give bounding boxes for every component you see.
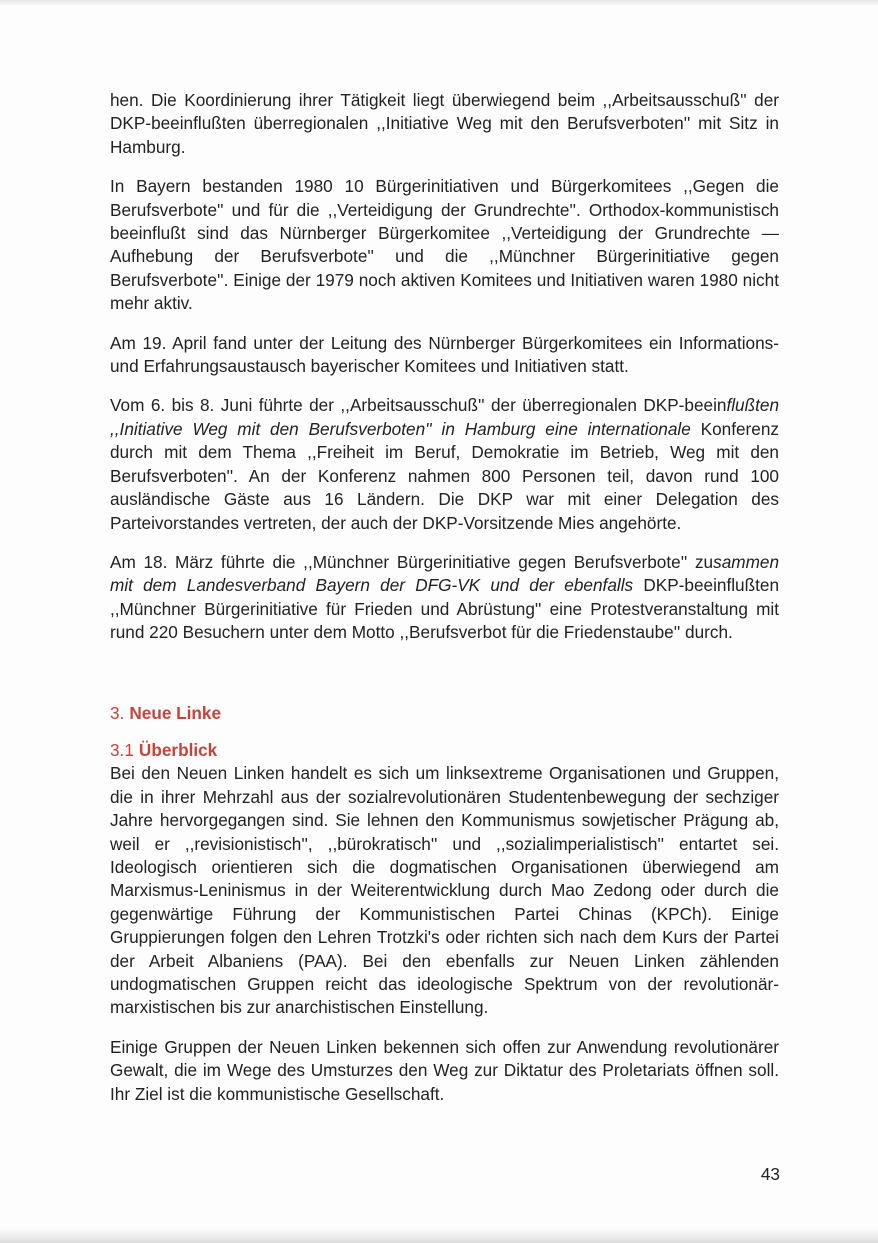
paragraph-neue-linke-ueberblick: Bei den Neuen Linken handelt es sich um linksextreme Organisationen und Gruppen, die in ihrer Mehrzahl aus der sozialrevolutionären Studentenbewegung der sechziger Jahre hervorgegangen sind. Sie lehnen den Kommunismus sowjetischer Prägung ab, weil er ,,revisionistisch'', ,,bürokratisch'' und ,,sozialimperialistisch'' entartet sei. Ideologisch orientieren sich die dogmatischen Organisationen überwiegend am Marxismus-Leninismus in der Weiterentwicklung durch Mao Zedong oder durch die gegenwärtige Führung der Kommunistischen Partei Chinas (KPCh). Einige Gruppierungen folgen den Lehren Trotzki's oder richten sich nach dem Kurs der Partei der Arbeit Albaniens (PAA). Bei den ebenfalls zur Neuen Linken zählenden undogmatischen Gruppen reicht das ideologische Spektrum von der revolutionär-marxistischen bis zur anarchistischen Einstellung. (110, 763, 779, 1018)
maerz-text-italic: sammen mit dem Landesverband Bayern der DFG-VK und der ebenfalls (110, 551, 779, 596)
juni-text-start: Vom 6. bis 8. Juni führte der ,,Arbeitsausschuß'' der überregionalen DKP-beein (110, 395, 727, 416)
maerz-text-start: Am 18. März führte die ,,Münchner Bürgerinitiative gegen Berufsverbote'' zu (110, 551, 714, 572)
page-bottom-edge (0, 1229, 878, 1243)
page-content (110, 89, 779, 1122)
section-heading-neue-linke (110, 702, 779, 725)
section-title: Neue Linke (129, 702, 222, 723)
page-number: 43 (760, 1164, 780, 1184)
section-spacer (110, 645, 779, 702)
juni-text-italic: flußten ,,Initiative Weg mit den Berufsverboten'' in Hamburg eine internationale (110, 395, 779, 439)
section-number: 3. (110, 702, 125, 723)
page-top-edge (0, 0, 878, 6)
maerz-text-end: DKP-beeinflußten ,,Münchner Bürgerinitiative für Frieden und Abrüstung'' eine Protestveranstaltung mit rund 220 Besuchern unter dem Motto ,,Berufsverbot für die Friedenstaube'' durch. (110, 575, 780, 643)
paragraph-koordinierung: hen. Die Koordinierung ihrer Tätigkeit liegt überwiegend beim ,,Arbeitsausschuß'' der DKP-beeinflußten überregionalen ,,Initiative Weg mit den Berufsverboten'' mit Sitz in Hamburg. (110, 90, 779, 157)
juni-text-end: Konferenz durch mit dem Thema ,,Freiheit im Beruf, Demokratie im Betrieb, Weg mit den Berufsverboten''. An der Konferenz nahmen 800 Personen teil, davon rund 100 ausländische Gäste aus 16 Ländern. Die DKP war mit einer Delegation des Parteivorstandes vertreten, der auch der DKP-Vorsitzende Mies angehörte. (110, 418, 779, 533)
paragraph-maerz-protest (110, 551, 779, 645)
paragraph-juni-konferenz (110, 394, 779, 534)
subsection-heading-ueberblick (110, 739, 779, 762)
paragraph-bayern: In Bayern bestanden 1980 10 Bürgerinitiativen und Bürgerkomitees ,,Gegen die Berufsverbote'' und für die ,,Verteidigung der Grundrechte''. Orthodox-kommunistisch beeinflußt sind das Nürnberger Bürgerkomitee ,,Verteidigung der Grundrechte — Aufhebung der Berufsverbote'' und die ,,Münchner Bürgerinitiative gegen Berufsverbote''. Einige der 1979 noch aktiven Komitees und Initiativen waren 1980 nicht mehr aktiv. (110, 176, 779, 314)
subsection-number: 3.1 (110, 739, 134, 760)
paragraph-gewalt: Einige Gruppen der Neuen Linken bekennen sich offen zur Anwendung revolutionärer Gewalt, die im Wege des Umsturzes den Weg zur Diktatur des Proletariats öffnen soll. Ihr Ziel ist die kommunistische Gesellschaft. (110, 1036, 779, 1104)
paragraph-19-april: Am 19. April fand unter der Leitung des Nürnberger Bürgerkomitees ein Informations- und Erfahrungsaustausch bayerischer Komitees und Initiativen statt. (110, 332, 779, 377)
subsection-title: Überblick (138, 739, 218, 760)
